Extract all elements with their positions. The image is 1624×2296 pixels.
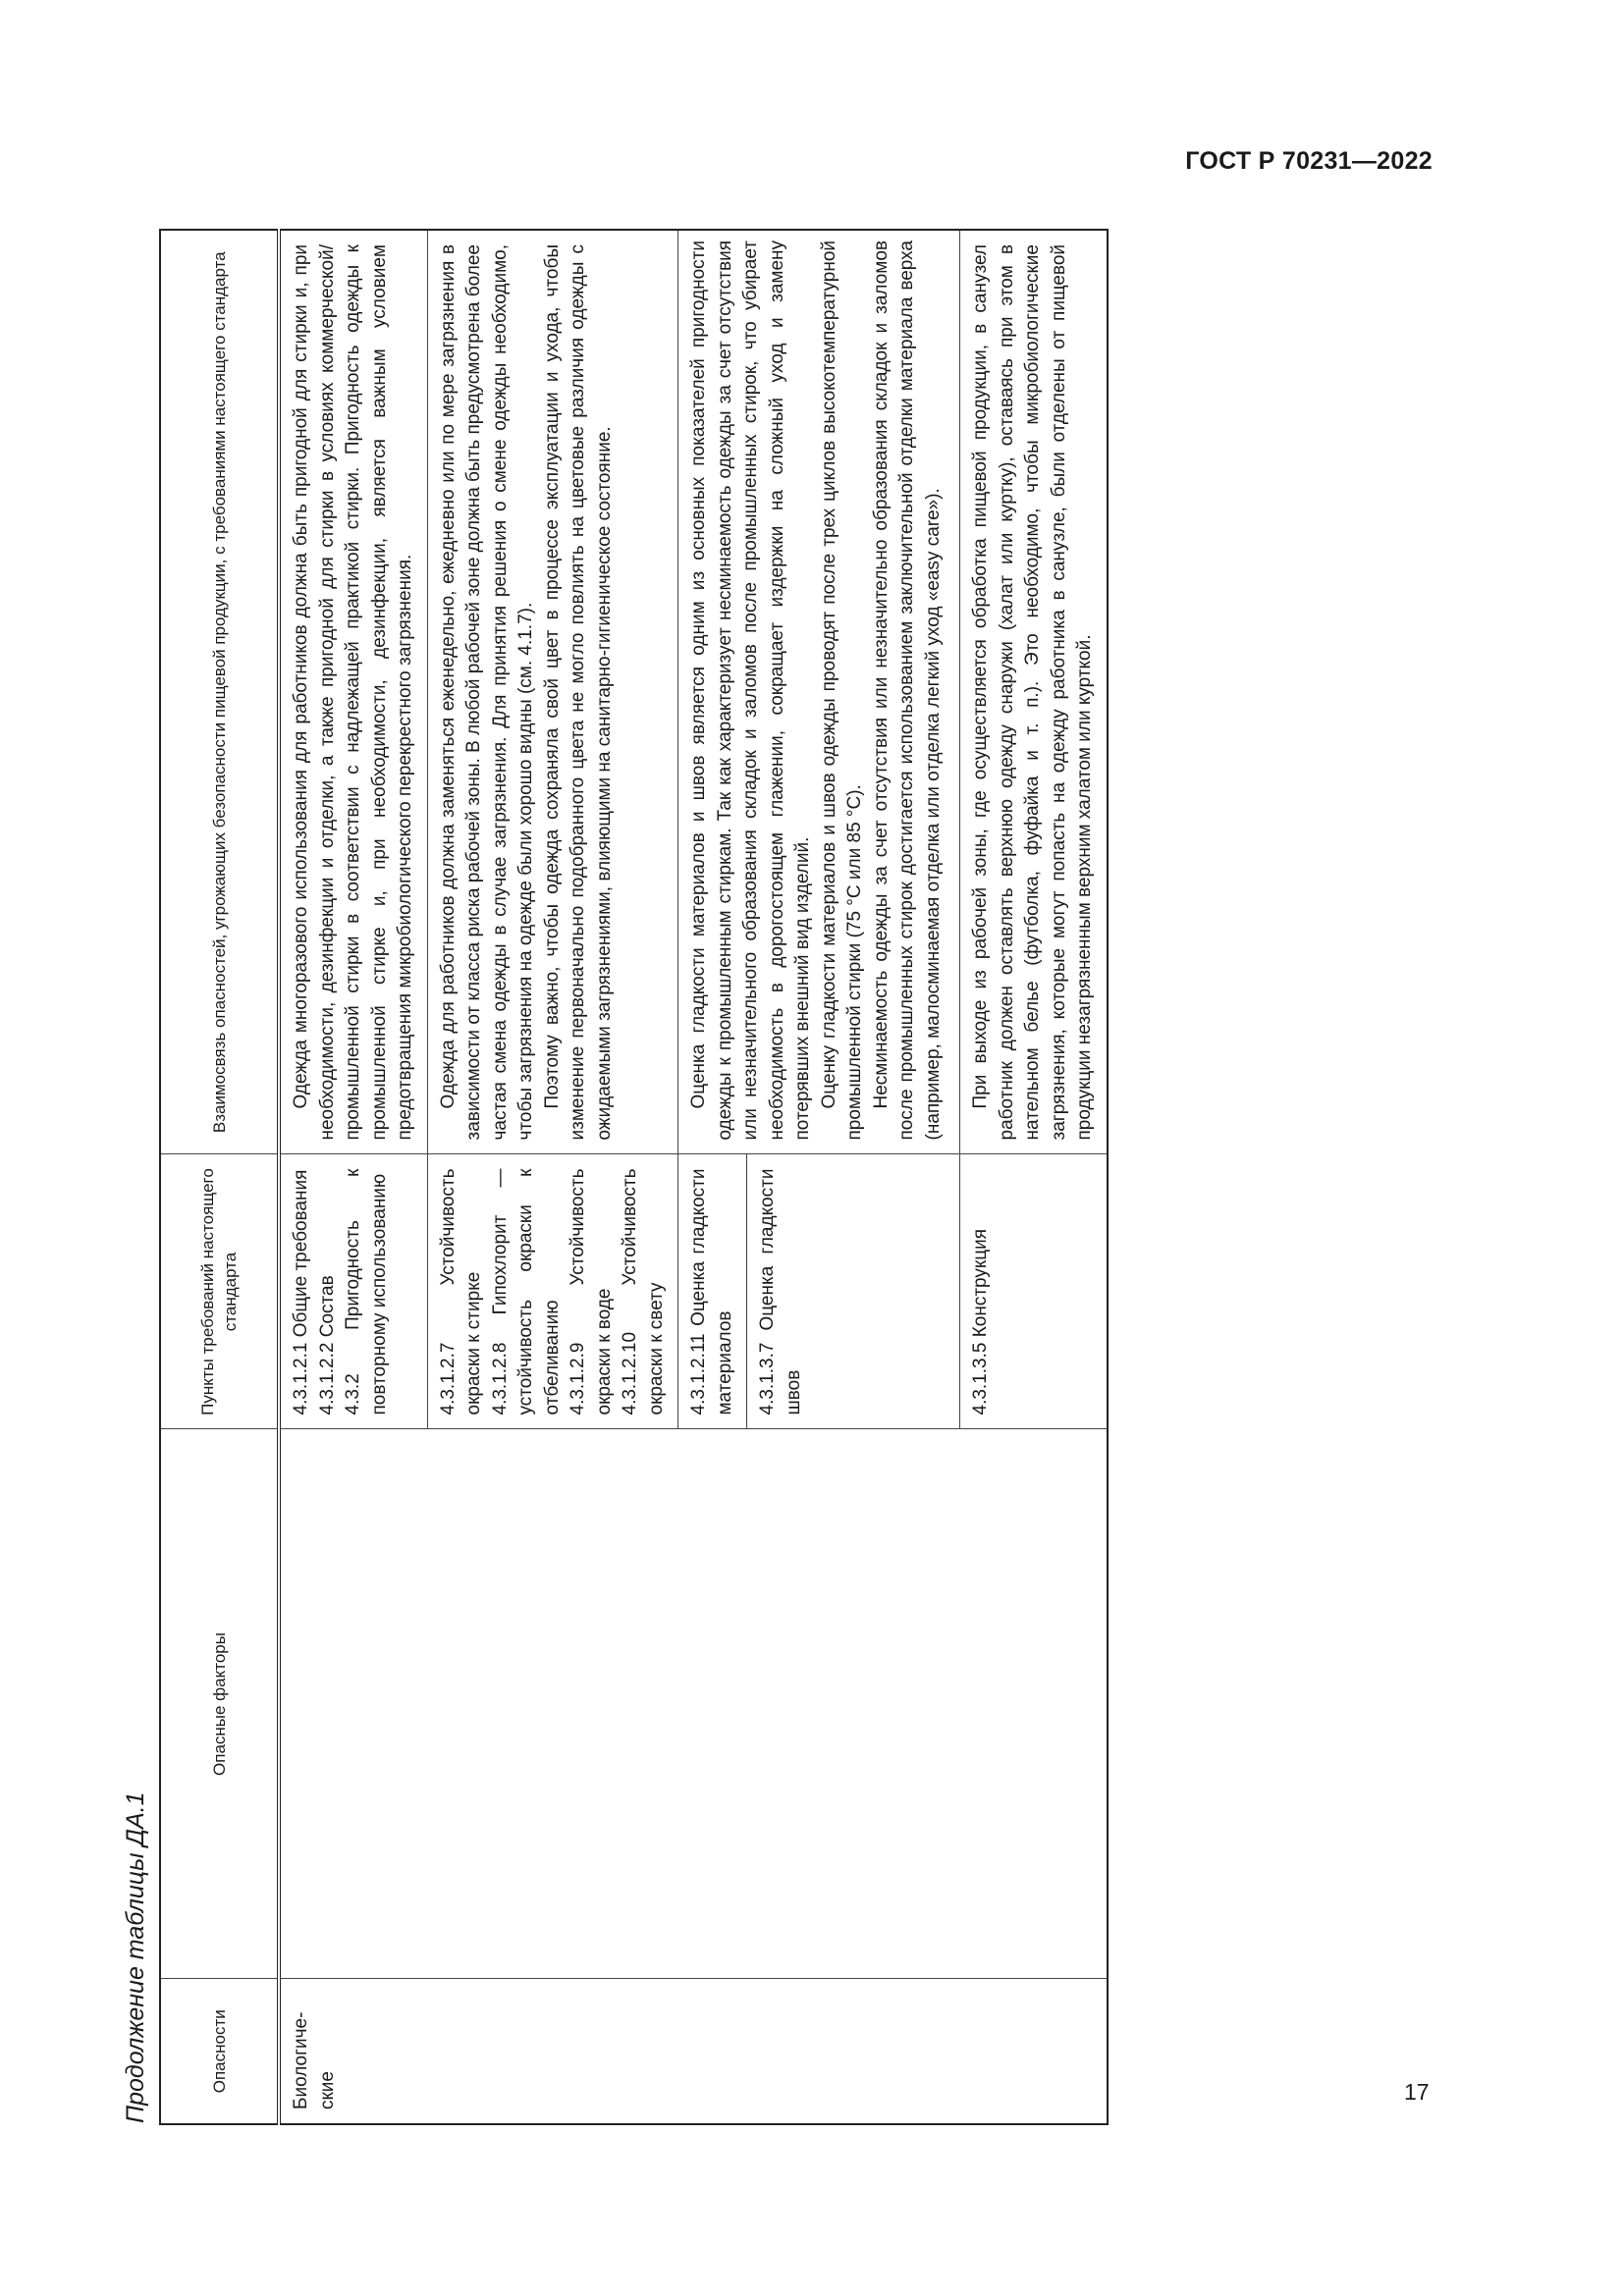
clause-item: 4.3.1.2.7 Устойчивость окраски к стирке <box>437 1168 484 1415</box>
clause-item: 4.3.1.2.10 Устойчивость окраски к свету <box>620 1168 667 1415</box>
relation-cell <box>960 230 1108 1154</box>
relation-paragraph: При выходе из рабочей зоны, где осуществляется обработка пищевой продукции, в санузел работник должен оставлять верхнюю одежду снаружи (халат или куртку), оставаясь при этом в нательном белье (футболка, фуфайка и т. п.). Это необходимо, чтобы микробиологические загрязнения, которые могут попасть на одежду работника в санузле, были отделены от пищевой продукции незагрязненным верхним халатом или курткой. <box>970 244 1095 1141</box>
relation-paragraph: Одежда для работников должна заменяться еженедельно, ежедневно или по мере загрязнения в зависимости от класса риска рабочей зоны. В любой рабочей зоне должна быть предусмотрена более частая смена одежды в случае загрязнения. Для принятия решения о смене одежды необходимо, чтобы загрязнения на одежде были хорошо видны (см. 4.1.7). <box>437 244 536 1141</box>
clause-item: 4.3.1.3.5 Конструкция <box>970 1228 991 1415</box>
clauses-cell <box>279 1154 427 1429</box>
relation-paragraph: Одежда многоразового использования для работников должна быть пригодной для стирки и, при необходимости, дезинфекции и отделки, а также пригодной для стирки в условиях коммерческой/промышленной стирки в соответствии с надлежащей практикой стирки. Пригодность одежды к промышленной стирке и, при необходимости, дезинфекции, является важным условием предотвращения микробиологического перекрестного загрязнения. <box>291 244 415 1141</box>
relation-cell <box>427 230 678 1154</box>
hazard-table <box>159 229 1109 2125</box>
document-code: ГОСТ Р 70231—2022 <box>1185 147 1433 175</box>
relation-cell <box>279 230 427 1154</box>
relation-paragraph: Поэтому важно, чтобы одежда сохраняла свой цвет в процессе эксплуатации и ухода, чтобы изменение первоначально подобранного цвета не могло повлиять на цветовые различия одежды с ожидаемыми загрязнениями, влияющими на санитарно-гигиеническое состояние. <box>541 244 615 1141</box>
clause-item: 4.3.1.2.9 Устойчивость окраски к воде <box>568 1168 615 1415</box>
clause-item: 4.3.1.2.1 Общие требования <box>291 1169 311 1415</box>
clause-item: 4.3.2 Пригодность к повторному использованию <box>343 1168 390 1415</box>
rotated-table-page <box>116 231 1363 2125</box>
relation-paragraph: Оценка гладкости материалов и швов является одним из основных показателей пригодности одежды к промышленным стиркам. Так как характеризует несминаемость одежды за счет отсутствия или незначительного образования складок и заломов после промышленных стирок, что убирает необходимость в дорогостоящем глажении, сокращает издержки на сложный уход и замену потерявших внешний вид изделий. <box>688 240 813 1141</box>
clause-item: 4.3.1.2.2 Состав <box>316 1275 338 1415</box>
header-hazards: Опасности <box>160 1979 279 2124</box>
clauses-cell <box>427 1154 678 1429</box>
clauses-cell <box>747 1154 960 1429</box>
relation-paragraph: Оценку гладкости материалов и швов одежды проводят после трех циклов высокотемпературной промышленной стирки (75 °C или 85 °C). <box>818 240 865 1141</box>
hazard-group-cell: Биологиче- ские <box>279 1979 1108 2124</box>
table-caption: Продолжение таблицы ДА.1 <box>122 1791 149 2123</box>
relation-cell <box>678 230 960 1154</box>
header-factors: Опасные факторы <box>160 1429 279 1979</box>
clause-item: 4.3.1.2.8 Гипохлорит — устойчивость окраски к отбеливанию <box>489 1168 563 1415</box>
clauses-cell <box>678 1154 747 1429</box>
page-number: 17 <box>1404 2079 1430 2105</box>
table-row <box>279 230 427 2124</box>
clause-item: 4.3.1.3.7 Оценка гладкости швов <box>757 1168 804 1415</box>
clauses-cell <box>960 1154 1108 1429</box>
header-relation: Взаимосвязь опасностей, угрожающих безопасности пищевой продукции, с требованиями настоящего стандарта <box>160 230 279 1154</box>
relation-paragraph: Несминаемость одежды за счет отсутствия или незначительно образования складок и заломов после промышленных стирок достигается использованием заключительной отделки материала верха (например, малосминаемая отделка или отделка легкий уход «easy care»). <box>870 240 944 1141</box>
header-clauses: Пункты требований настоящего стандарта <box>160 1154 279 1429</box>
factors-cell <box>279 1429 1108 1979</box>
clause-item: 4.3.1.2.11 Оценка гладкости материалов <box>688 1168 735 1415</box>
table-header-row <box>160 230 279 2124</box>
